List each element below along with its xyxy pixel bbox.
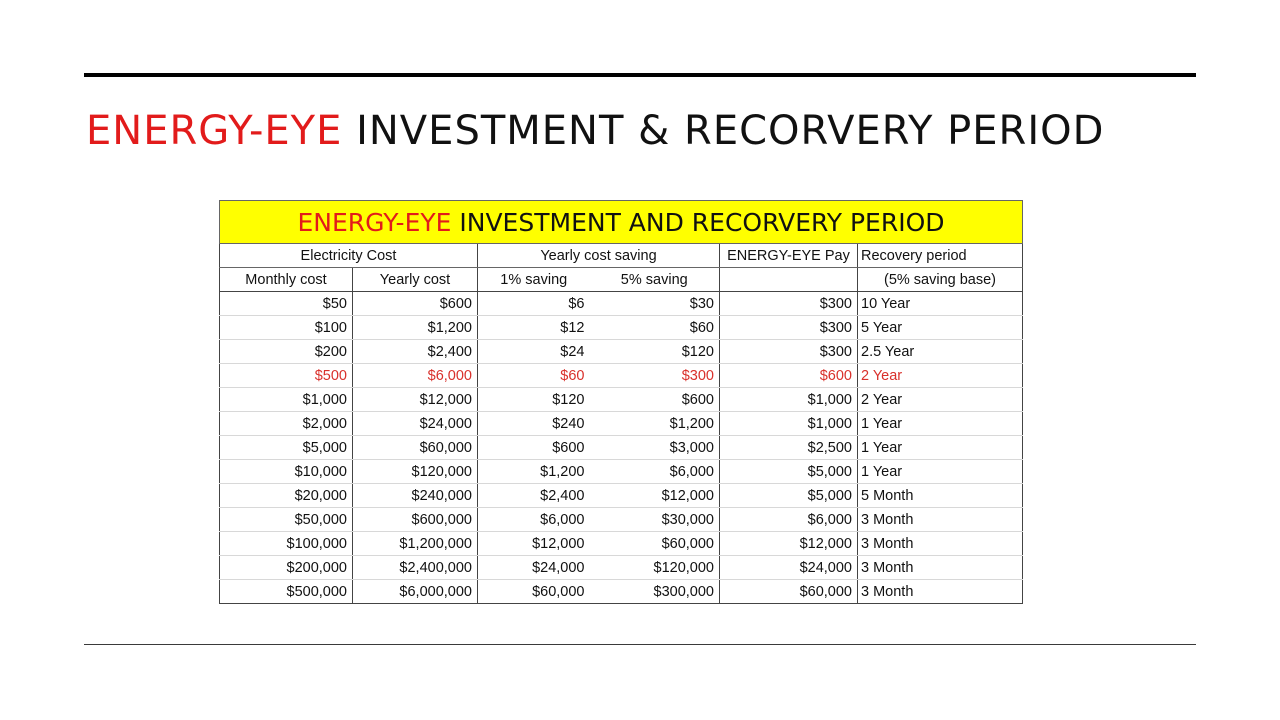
yearly-cost-cell: $12,000	[353, 388, 478, 412]
yearly-cost-cell: $1,200,000	[353, 532, 478, 556]
saving-1pct-cell: $240	[478, 412, 590, 436]
saving-5pct-cell: $1,200	[590, 412, 720, 436]
sub-header-row	[220, 268, 1023, 292]
monthly-cost-cell: $2,000	[220, 412, 353, 436]
header-monthly-cost: Monthly cost	[220, 268, 353, 292]
header-recovery-base: (5% saving base)	[858, 268, 1023, 292]
saving-1pct-cell: $6,000	[478, 508, 590, 532]
header-1pct-saving: 1% saving	[478, 268, 590, 292]
monthly-cost-cell: $5,000	[220, 436, 353, 460]
energy-eye-pay-cell: $300	[720, 316, 858, 340]
saving-1pct-cell: $2,400	[478, 484, 590, 508]
monthly-cost-cell: $500	[220, 364, 353, 388]
saving-1pct-cell: $6	[478, 292, 590, 316]
monthly-cost-cell: $1,000	[220, 388, 353, 412]
energy-eye-pay-cell: $24,000	[720, 556, 858, 580]
saving-1pct-cell: $24	[478, 340, 590, 364]
group-header-row	[220, 244, 1023, 268]
saving-5pct-cell: $6,000	[590, 460, 720, 484]
saving-5pct-cell: $60,000	[590, 532, 720, 556]
table-row	[220, 364, 1023, 388]
monthly-cost-cell: $10,000	[220, 460, 353, 484]
saving-1pct-cell: $600	[478, 436, 590, 460]
monthly-cost-cell: $50	[220, 292, 353, 316]
recovery-period-cell: 2.5 Year	[858, 340, 1023, 364]
recovery-period-cell: 3 Month	[858, 532, 1023, 556]
investment-table	[219, 200, 1023, 604]
table-row	[220, 292, 1023, 316]
recovery-period-cell: 3 Month	[858, 556, 1023, 580]
saving-1pct-cell: $12,000	[478, 532, 590, 556]
saving-5pct-cell: $30	[590, 292, 720, 316]
energy-eye-pay-cell: $2,500	[720, 436, 858, 460]
table-body	[220, 292, 1023, 604]
bottom-divider	[84, 644, 1196, 645]
energy-eye-pay-cell: $6,000	[720, 508, 858, 532]
monthly-cost-cell: $200,000	[220, 556, 353, 580]
energy-eye-pay-cell: $1,000	[720, 412, 858, 436]
saving-5pct-cell: $3,000	[590, 436, 720, 460]
saving-1pct-cell: $1,200	[478, 460, 590, 484]
yearly-cost-cell: $2,400	[353, 340, 478, 364]
recovery-period-cell: 1 Year	[858, 460, 1023, 484]
monthly-cost-cell: $20,000	[220, 484, 353, 508]
header-pay-blank	[720, 268, 858, 292]
table-row	[220, 316, 1023, 340]
monthly-cost-cell: $100	[220, 316, 353, 340]
energy-eye-pay-cell: $300	[720, 340, 858, 364]
table-banner	[220, 201, 1023, 244]
energy-eye-pay-cell: $600	[720, 364, 858, 388]
slide-title-brand: ENERGY-EYE	[86, 108, 343, 154]
table-row	[220, 412, 1023, 436]
table-row	[220, 508, 1023, 532]
recovery-period-cell: 1 Year	[858, 412, 1023, 436]
saving-1pct-cell: $24,000	[478, 556, 590, 580]
saving-5pct-cell: $300,000	[590, 580, 720, 604]
saving-5pct-cell: $60	[590, 316, 720, 340]
header-energy-eye-pay: ENERGY-EYE Pay	[720, 244, 858, 268]
saving-1pct-cell: $12	[478, 316, 590, 340]
recovery-period-cell: 5 Month	[858, 484, 1023, 508]
monthly-cost-cell: $500,000	[220, 580, 353, 604]
saving-5pct-cell: $30,000	[590, 508, 720, 532]
yearly-cost-cell: $60,000	[353, 436, 478, 460]
monthly-cost-cell: $50,000	[220, 508, 353, 532]
saving-5pct-cell: $600	[590, 388, 720, 412]
top-divider	[84, 73, 1196, 77]
saving-1pct-cell: $120	[478, 388, 590, 412]
slide-title-rest: INVESTMENT & RECORVERY PERIOD	[342, 108, 1105, 154]
recovery-period-cell: 3 Month	[858, 580, 1023, 604]
table-banner-row	[220, 201, 1023, 244]
yearly-cost-cell: $240,000	[353, 484, 478, 508]
banner-rest: INVESTMENT AND RECORVERY PERIOD	[451, 207, 945, 237]
table-row	[220, 556, 1023, 580]
yearly-cost-cell: $600	[353, 292, 478, 316]
banner-brand: ENERGY-EYE	[297, 207, 452, 237]
investment-table-container	[219, 200, 1023, 604]
recovery-period-cell: 10 Year	[858, 292, 1023, 316]
recovery-period-cell: 2 Year	[858, 364, 1023, 388]
energy-eye-pay-cell: $5,000	[720, 484, 858, 508]
slide-title	[86, 108, 1104, 154]
energy-eye-pay-cell: $1,000	[720, 388, 858, 412]
table-row	[220, 580, 1023, 604]
monthly-cost-cell: $200	[220, 340, 353, 364]
table-row	[220, 532, 1023, 556]
table-row	[220, 484, 1023, 508]
table-row	[220, 460, 1023, 484]
recovery-period-cell: 5 Year	[858, 316, 1023, 340]
header-recovery-period: Recovery period	[858, 244, 1023, 268]
yearly-cost-cell: $6,000	[353, 364, 478, 388]
recovery-period-cell: 3 Month	[858, 508, 1023, 532]
table-row	[220, 436, 1023, 460]
yearly-cost-cell: $1,200	[353, 316, 478, 340]
yearly-cost-cell: $600,000	[353, 508, 478, 532]
header-electricity-cost: Electricity Cost	[220, 244, 478, 268]
energy-eye-pay-cell: $5,000	[720, 460, 858, 484]
yearly-cost-cell: $2,400,000	[353, 556, 478, 580]
energy-eye-pay-cell: $300	[720, 292, 858, 316]
energy-eye-pay-cell: $12,000	[720, 532, 858, 556]
table-row	[220, 340, 1023, 364]
saving-5pct-cell: $120	[590, 340, 720, 364]
energy-eye-pay-cell: $60,000	[720, 580, 858, 604]
saving-5pct-cell: $12,000	[590, 484, 720, 508]
recovery-period-cell: 1 Year	[858, 436, 1023, 460]
monthly-cost-cell: $100,000	[220, 532, 353, 556]
header-yearly-cost: Yearly cost	[353, 268, 478, 292]
table-row	[220, 388, 1023, 412]
saving-5pct-cell: $300	[590, 364, 720, 388]
header-yearly-cost-saving: Yearly cost saving	[478, 244, 720, 268]
yearly-cost-cell: $6,000,000	[353, 580, 478, 604]
saving-5pct-cell: $120,000	[590, 556, 720, 580]
header-5pct-saving: 5% saving	[590, 268, 720, 292]
saving-1pct-cell: $60,000	[478, 580, 590, 604]
yearly-cost-cell: $24,000	[353, 412, 478, 436]
yearly-cost-cell: $120,000	[353, 460, 478, 484]
saving-1pct-cell: $60	[478, 364, 590, 388]
recovery-period-cell: 2 Year	[858, 388, 1023, 412]
